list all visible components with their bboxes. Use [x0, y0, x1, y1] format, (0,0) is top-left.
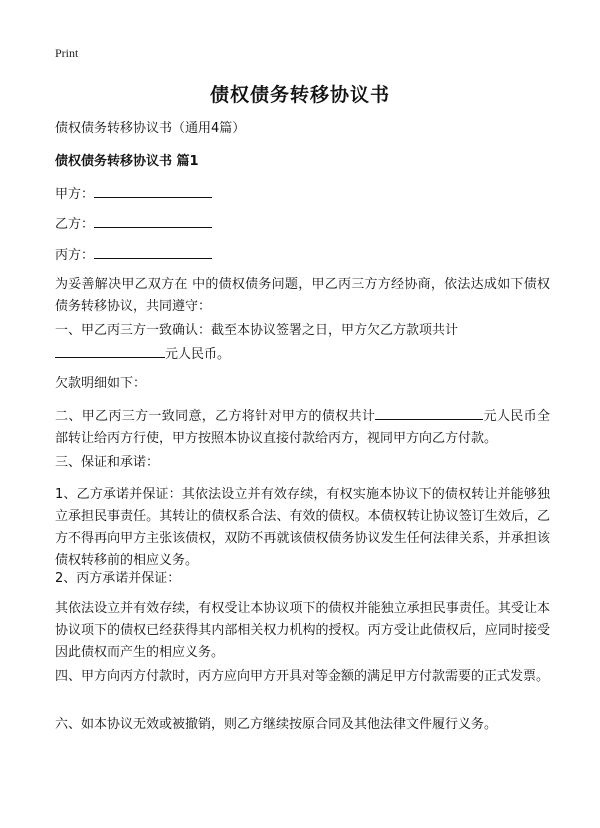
clause1-amount-blank: [55, 342, 165, 358]
clause3-2-heading: 2、丙方承诺并保证：: [55, 571, 181, 586]
party-b-line: [55, 212, 212, 236]
party-b-blank: [94, 212, 212, 228]
clause2-text: 二、甲乙丙三方一致同意，乙方将针对甲方的债权共计: [55, 409, 376, 424]
arrears-label: 欠款明细如下：: [55, 376, 147, 391]
clause3-heading: 三、保证和承诺：: [55, 455, 160, 470]
clause2-amount-blank: [375, 404, 483, 420]
clause4-paragraph: 四、甲方向丙方付款时，丙方应向甲方开具对等金额的满足甲方付款需要的正式发票。: [55, 669, 550, 684]
party-a-line: [55, 182, 212, 206]
party-c-label: 丙方：: [55, 248, 95, 263]
clause6-paragraph: 六、如本协议无效或被撤销，则乙方继续按原合同及其他法律文件履行义务。: [55, 717, 498, 732]
clause1-line1: 一、甲乙丙三方一致确认：截至本协议签署之日，甲方欠乙方款项共计: [55, 323, 459, 338]
intro-paragraph: 为妥善解决甲乙双方在 中的债权债务问题，甲乙丙三方方经协商，依法达成如下债权债务转移协议，共同遵守：: [55, 277, 550, 314]
print-label: Print: [55, 46, 79, 60]
clause1-line2: [55, 342, 230, 366]
party-b-label: 乙方：: [55, 217, 95, 232]
party-c-line: [55, 243, 212, 267]
clause3-1-paragraph: 1、乙方承诺并保证：其依法设立并有效存续，有权实施本协议下的债权转让并能够独立承担民事责任。其转让的债权系合法、有效的债权。本债权转让协议签订生效后，乙方不得再向甲方主张该债权，双防不再就该债权债务协议发生任何法律关系，并承担该债权转移前的相应义务。: [55, 487, 550, 568]
section-heading: 债权债务转移协议书 篇1: [55, 154, 199, 169]
clause3-2-paragraph: 其依法设立并有效存续，有权受让本协议项下的债权并能独立承担民事责任。其受让本协议项下的债权已经获得其内部相关权力机构的授权。丙方受让此债权后，应同时接受因此债权而产生的相应义务。: [55, 601, 550, 660]
party-c-blank: [94, 243, 212, 259]
document-title: 债权债务转移协议书: [209, 84, 390, 106]
document-subtitle: 债权债务转移协议书（通用4篇）: [55, 121, 246, 136]
party-a-blank: [94, 182, 212, 198]
clause2-rest: 元人民币全部转让给丙方行使，甲方按照本协议直接付款给丙方，视同甲方向乙方付款。: [55, 409, 550, 446]
clause1-suffix: 元人民币。: [165, 347, 231, 362]
party-a-label: 甲方：: [55, 187, 95, 202]
clause2-paragraph: [55, 404, 550, 450]
